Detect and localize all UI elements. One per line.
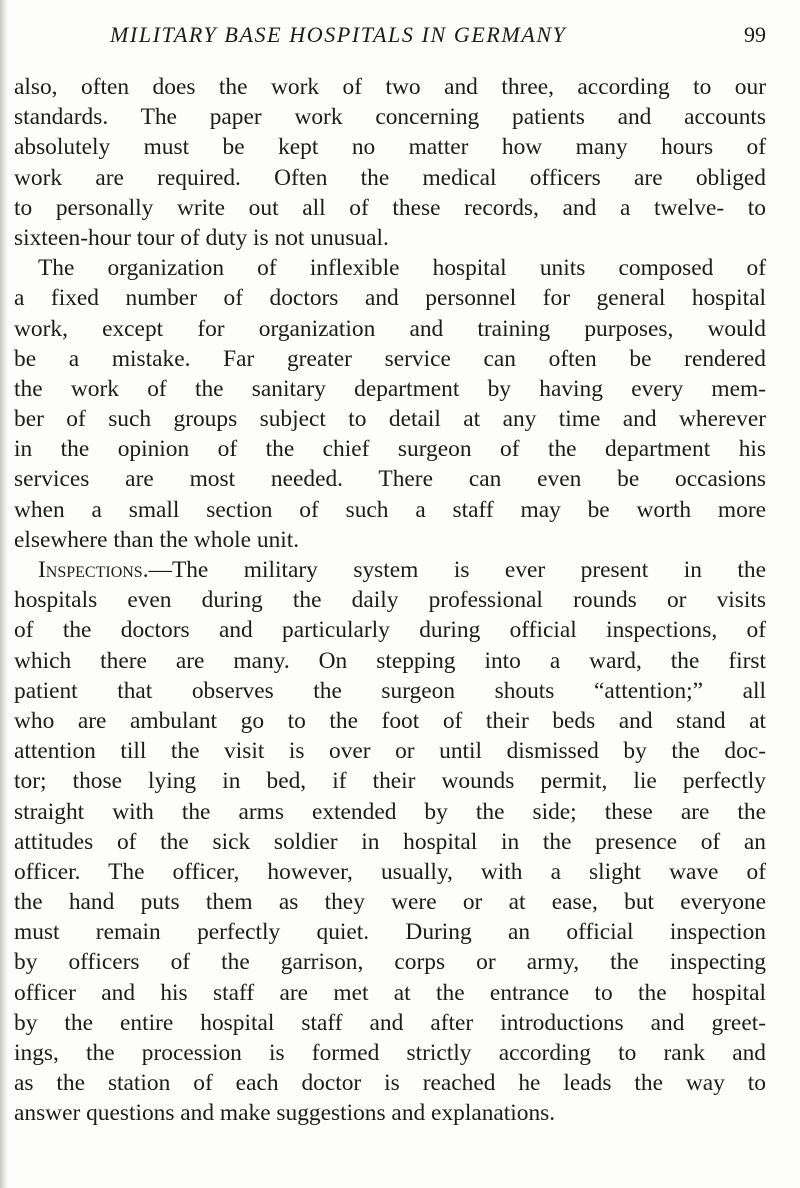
text-line: attitudes of the sick soldier in hospital in the presence of an xyxy=(14,828,766,855)
text-line-continuation: —The military system is ever present in the xyxy=(148,557,766,583)
text-line: standards. The paper work concerning patients and accounts xyxy=(14,104,766,131)
text-line: straight with the arms extended by the side; these are the xyxy=(14,798,766,825)
text-line: who are ambulant go to the foot of their beds and stand at xyxy=(14,707,766,734)
text-line: ber of such groups subject to detail at any time and wherever xyxy=(14,406,766,433)
text-line: must remain perfectly quiet. During an official inspection xyxy=(14,919,766,946)
text-line: when a small section of such a staff may be worth more xyxy=(14,496,766,523)
text-line: sixteen-hour tour of duty is not unusual. xyxy=(14,224,389,251)
text-line: be a mistake. Far greater service can often be rendered xyxy=(14,345,766,372)
text-line: officer and his staff are met at the entrance to the hospital xyxy=(14,979,766,1006)
body-text xyxy=(14,72,766,1129)
text-line: work, except for organization and training purposes, would xyxy=(14,315,766,342)
binding-gutter-shadow xyxy=(0,0,8,1188)
text-line: a fixed number of doctors and personnel for general hospital xyxy=(14,285,766,312)
text-line: answer questions and make suggestions and explanations. xyxy=(14,1100,556,1127)
text-line: The organization of inflexible hospital units composed of xyxy=(38,255,766,282)
text-line: absolutely must be kept no matter how many hours of xyxy=(14,134,766,161)
text-line: officer. The officer, however, usually, with a slight wave of xyxy=(14,858,766,885)
text-line: also, often does the work of two and three, according to our xyxy=(14,74,766,100)
text-line: to personally write out all of these records, and a twelve- to xyxy=(14,194,766,221)
text-line: attention till the visit is over or until dismissed by the doc- xyxy=(14,738,766,765)
text-line: services are most needed. There can even be occasions xyxy=(14,466,766,493)
text-line: work are required. Often the medical officers are obliged xyxy=(14,164,766,191)
text-line: the work of the sanitary department by having every mem- xyxy=(14,375,766,402)
text-line: patient that observes the surgeon shouts “attention;” all xyxy=(14,677,766,704)
text-line: in the opinion of the chief surgeon of the department his xyxy=(14,436,766,463)
text-line: the hand puts them as they were or at ease, but everyone xyxy=(14,889,766,916)
text-line: hospitals even during the daily professional rounds or visits xyxy=(14,587,766,614)
text-line: which there are many. On stepping into a ward, the first xyxy=(14,647,766,674)
text-line: by officers of the garrison, corps or army, the inspecting xyxy=(14,949,766,976)
running-header xyxy=(52,14,772,54)
text-line: tor; those lying in bed, if their wounds permit, lie perfectly xyxy=(14,768,766,795)
text-line: as the station of each doctor is reached he leads the way to xyxy=(14,1070,766,1097)
text-line: of the doctors and particularly during official inspections, of xyxy=(14,617,766,644)
running-title: MILITARY BASE HOSPITALS IN GERMANY xyxy=(110,22,567,47)
section-heading: Inspections. xyxy=(38,557,149,583)
text-line: ings, the procession is formed strictly according to rank and xyxy=(14,1040,766,1066)
page-number: 99 xyxy=(744,22,766,47)
section-heading-line xyxy=(14,555,766,585)
text-line: elsewhere than the whole unit. xyxy=(14,526,300,553)
text-line: by the entire hospital staff and after introductions and greet- xyxy=(14,1009,766,1036)
